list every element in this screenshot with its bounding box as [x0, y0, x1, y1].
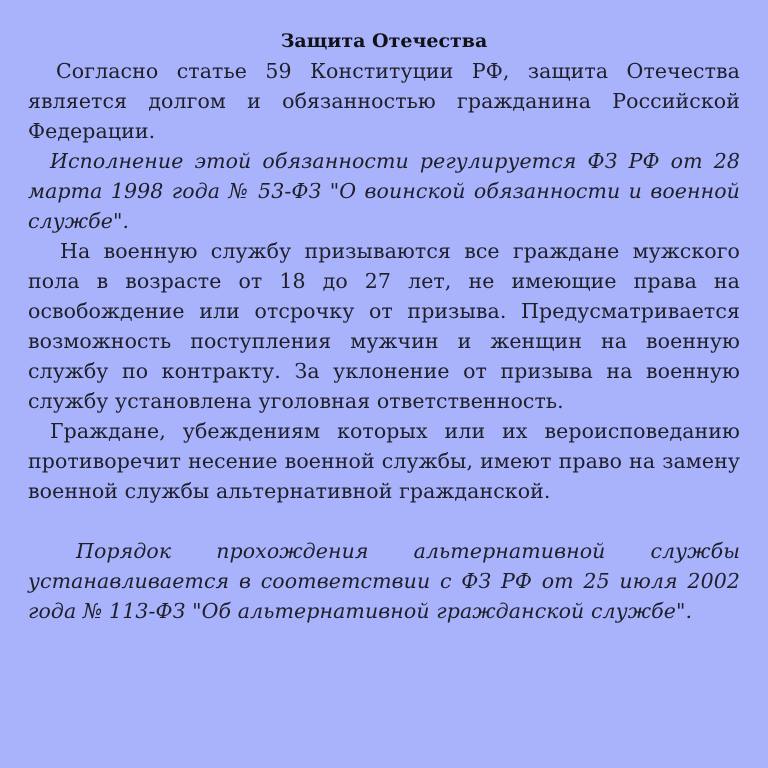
paragraph-conscription: На военную службу призываются все граждане мужского пола в возрасте от 18 до 27 лет, не имеющие права на освобождение или отсрочку от призыва. Предусматривается возможность поступления мужчин и женщин на военную службу по контракту. За уклонение от призыва на военную службу установлена уголовная ответственность.	[28, 239, 740, 413]
paragraph-alternative-right: Граждане, убеждениям которых или их вероисповеданию противоречит несение военной службы, имеют право на замену военной службы альтернативной гражданской.	[28, 419, 740, 503]
page-title: Защита Отечества	[280, 30, 488, 52]
paragraph-federal-law-53: Исполнение этой обязанности регулируется ФЗ РФ от 28 марта 1998 года № 53-ФЗ "О воинской обязанности и военной службе".	[28, 149, 740, 233]
paragraph-constitution: Согласно статье 59 Конституции РФ, защита Отечества является долгом и обязанностью гражданина Российской Федерации.	[28, 59, 740, 143]
paragraph-spacer	[28, 506, 740, 536]
paragraph-federal-law-113: Порядок прохождения альтернативной службы устанавливается в соответствии с ФЗ РФ от 25 июля 2002 года № 113-ФЗ "Об альтернативной гражданской службе".	[28, 539, 740, 623]
